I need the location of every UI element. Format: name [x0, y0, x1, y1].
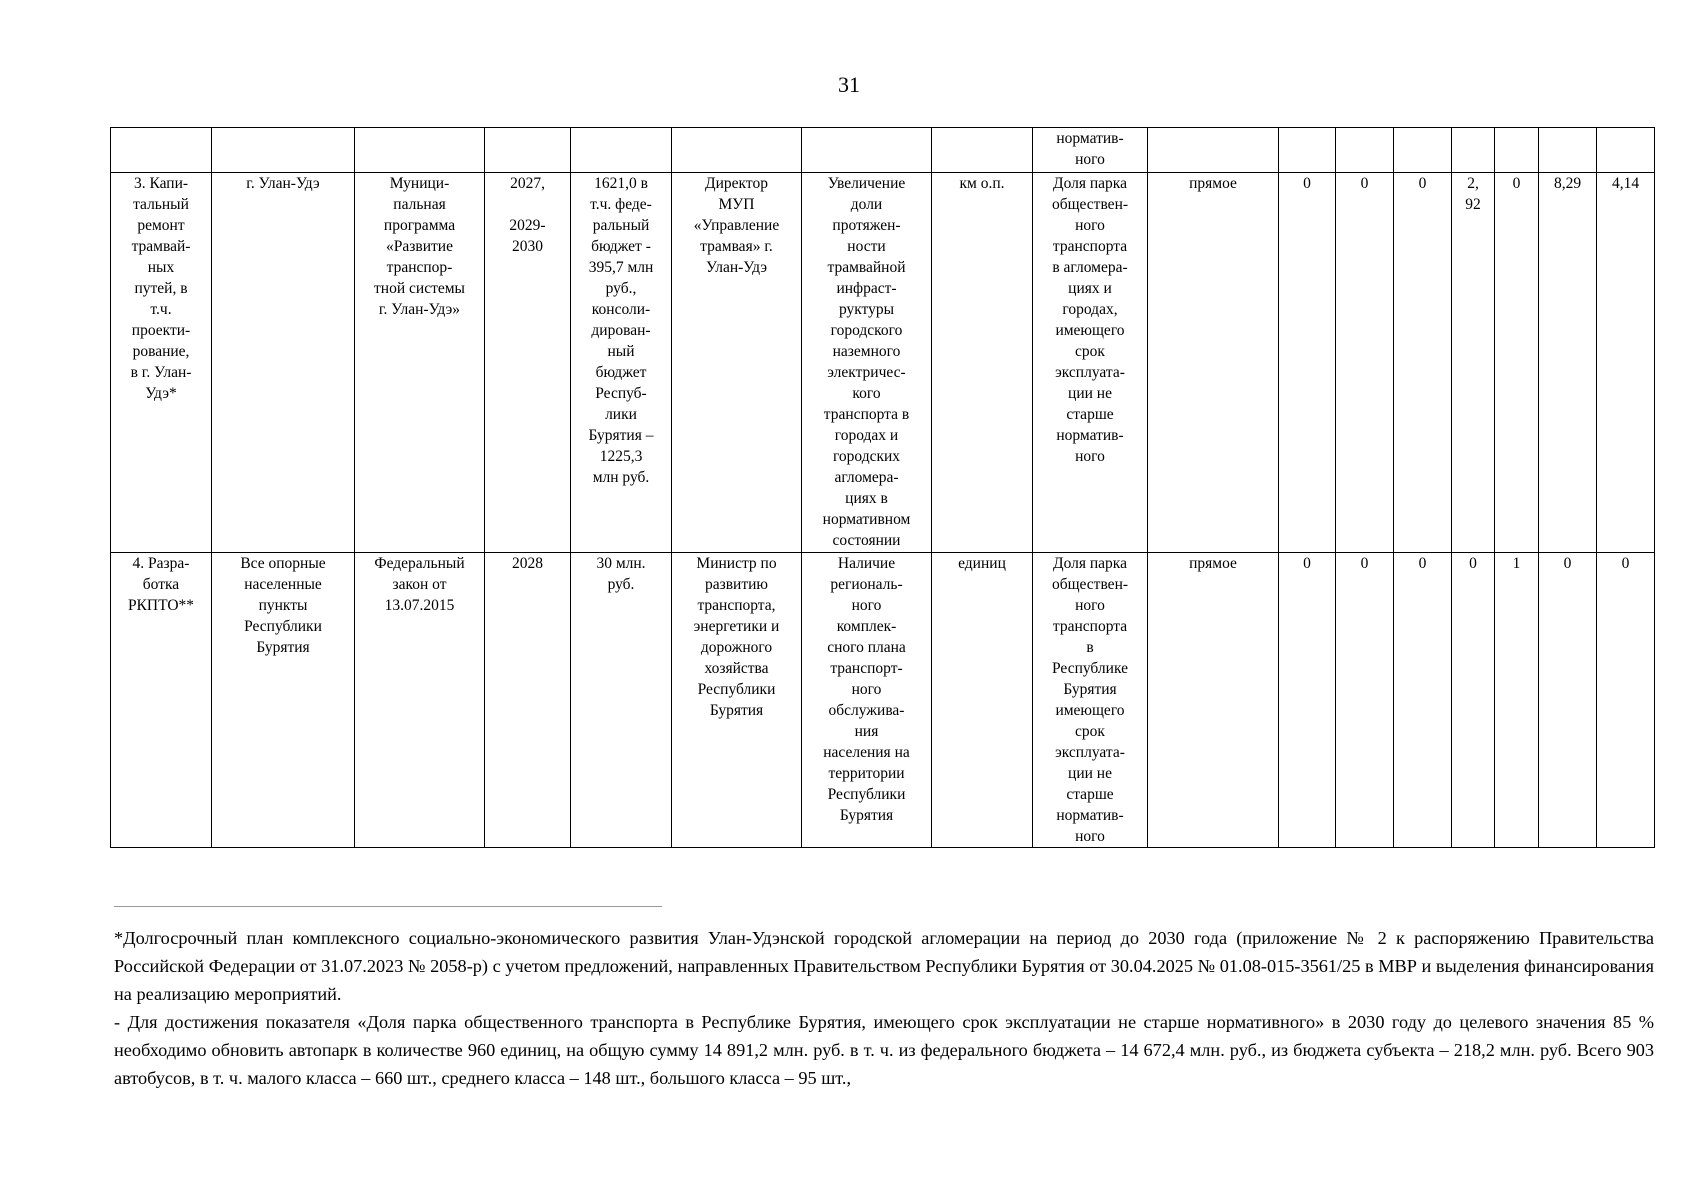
table-cell [1539, 128, 1597, 173]
cell-text: км о.п. [959, 175, 1005, 192]
table-cell [111, 128, 212, 173]
table-cell [212, 553, 355, 848]
cell-text: Федеральный закон от 13.07.2015 [374, 555, 465, 614]
cell-text: 2028 [512, 555, 543, 572]
table-cell [1279, 553, 1336, 848]
table-row [111, 173, 1655, 553]
table-cell [1148, 128, 1279, 173]
footnote-separator [114, 906, 662, 907]
cell-text: Министр по развитию транспорта, энергетики и дорожного хозяйства Республики Бурятия [693, 555, 780, 719]
cell-text: 0 [1303, 555, 1311, 572]
table-cell [485, 553, 571, 848]
cell-text: 0 [1303, 175, 1311, 192]
table-cell [485, 173, 571, 553]
cell-text: 1621,0 в т.ч. феде- ральный бюджет - 395,7 млн руб., консоли- дирован- ный бюджет Респуб- лики Бурятия – 1225,3 млн руб. [588, 175, 654, 486]
cell-text: Доля парка обществен- ного транспорта в агломера- циях и городах, имеющего срок эксплуата- ции не старше норматив- ного [1051, 175, 1129, 465]
cell-text: 0 [1469, 555, 1477, 572]
table-cell [355, 128, 485, 173]
measures-table [110, 127, 1655, 848]
table-cell [111, 553, 212, 848]
page-number: 31 [838, 72, 860, 97]
cell-text: 0 [1418, 175, 1427, 192]
table-cell [1597, 128, 1655, 173]
cell-text: Доля парка обществен- ного транспорта в Республике Бурятия имеющего срок эксплуата- ции не старше норматив- ного [1051, 555, 1129, 845]
cell-text: г. Улан-Удэ [246, 175, 320, 192]
table-cell [932, 173, 1033, 553]
cell-text: прямое [1189, 175, 1237, 192]
table-cell [571, 173, 672, 553]
cell-text: единиц [958, 555, 1006, 572]
table-cell [1495, 128, 1539, 173]
table-cell [1336, 128, 1394, 173]
footnotes [114, 924, 1654, 1092]
table-cell [1033, 128, 1148, 173]
cell-text: 0 [1621, 555, 1630, 572]
table-cell [1452, 553, 1495, 848]
table-cell [485, 128, 571, 173]
cell-text: 3. Капи- тальный ремонт трамвай- ных путей, в т.ч. проекти- рование, в г. Улан- Удэ* [130, 175, 192, 402]
cell-text: Муници- пальная программа «Развитие транспор- тной системы г. Улан-Удэ» [374, 175, 465, 318]
table-cell [212, 173, 355, 553]
table-row [111, 553, 1655, 848]
table-body [111, 128, 1655, 848]
table-cell [802, 173, 932, 553]
cell-text: 4,14 [1611, 175, 1640, 192]
table-cell [1148, 553, 1279, 848]
table-cell [1279, 128, 1336, 173]
table-cell [1148, 173, 1279, 553]
cell-text: 0 [1418, 555, 1427, 572]
table-cell [1394, 173, 1452, 553]
footnote-2: - Для достижения показателя «Доля парка общественного транспорта в Республике Бурятия, имеющего срок эксплуатации не старше нормативного» в 2030 году до целевого значения 85 % необходимо обновить автопарк в количестве 960 единиц, на общую сумму 14 891,2 млн. руб. в т. ч. из федерального бюджета – 14 672,4 млн. руб., из бюджета субъекта – 218,2 млн. руб. Всего 903 автобусов, в т. ч. малого класса – 660 шт., среднего класса – 148 шт., большого класса – 95 шт., [114, 1012, 1654, 1088]
table-cell [571, 128, 672, 173]
table-cell [672, 553, 802, 848]
cell-text: Увеличение доли протяжен- ности трамвайной инфраст- руктуры городского наземного электричес- кого транспорта в городах и городских агломера- циях в нормативном состоянии [822, 175, 911, 549]
table-cell [1336, 553, 1394, 848]
table-cell [1033, 553, 1148, 848]
table-cell [672, 173, 802, 553]
cell-text: Наличие региональ- ного комплек- сного плана транспорт- ного обслужива- ния населения на территории Республики Бурятия [823, 555, 910, 824]
table-cell [1452, 128, 1495, 173]
table-cell [571, 553, 672, 848]
table-cell [1495, 553, 1539, 848]
cell-text: 4. Разра- ботка РКПТО** [127, 555, 195, 614]
cell-text: Директор МУП «Управление трамвая» г. Улан-Удэ [693, 175, 780, 276]
cell-text: 0 [1360, 555, 1369, 572]
cell-text: 0 [1360, 175, 1369, 192]
footnote-1: *Долгосрочный план комплексного социально-экономического развития Улан-Удэнской городской агломерации на период до 2030 года (приложение № 2 к распоряжению Правительства Российской Федерации от 31.07.2023 № 2058-р) с учетом предложений, направленных Правительством Республики Бурятия от 30.04.2025 № 01.08-015-3561/25 в МВР и выделения финансирования на реализацию мероприятий. [114, 928, 1654, 1004]
table-cell [1452, 173, 1495, 553]
table-cell [802, 553, 932, 848]
cell-text: Все опорные населенные пункты Республики Бурятия [240, 555, 326, 656]
table-cell [1539, 173, 1597, 553]
table-cell [672, 128, 802, 173]
cell-text: 8,29 [1553, 175, 1582, 192]
table-cell [1495, 173, 1539, 553]
table-cell [212, 128, 355, 173]
table-cell [1394, 553, 1452, 848]
table-cell [802, 128, 932, 173]
table-cell [1539, 553, 1597, 848]
table-cell [1336, 173, 1394, 553]
cell-text: 30 млн. руб. [596, 555, 646, 593]
table-cell [1033, 173, 1148, 553]
table-cell [111, 173, 212, 553]
cell-text: 2, 92 [1465, 175, 1481, 213]
cell-text: 2027, 2029- 2030 [509, 175, 546, 255]
cell-text: прямое [1189, 555, 1237, 572]
table-cell [355, 173, 485, 553]
table-cell [1597, 173, 1655, 553]
cell-text: 0 [1563, 555, 1572, 572]
cell-text: 1 [1512, 555, 1521, 572]
cell-text: 0 [1512, 175, 1521, 192]
table-cell [1597, 553, 1655, 848]
table-cell [355, 553, 485, 848]
table-cell [1279, 173, 1336, 553]
table-cell [932, 553, 1033, 848]
cell-text: норматив- ного [1056, 130, 1124, 168]
table-cell [1394, 128, 1452, 173]
table-cell [932, 128, 1033, 173]
table-row [111, 128, 1655, 173]
